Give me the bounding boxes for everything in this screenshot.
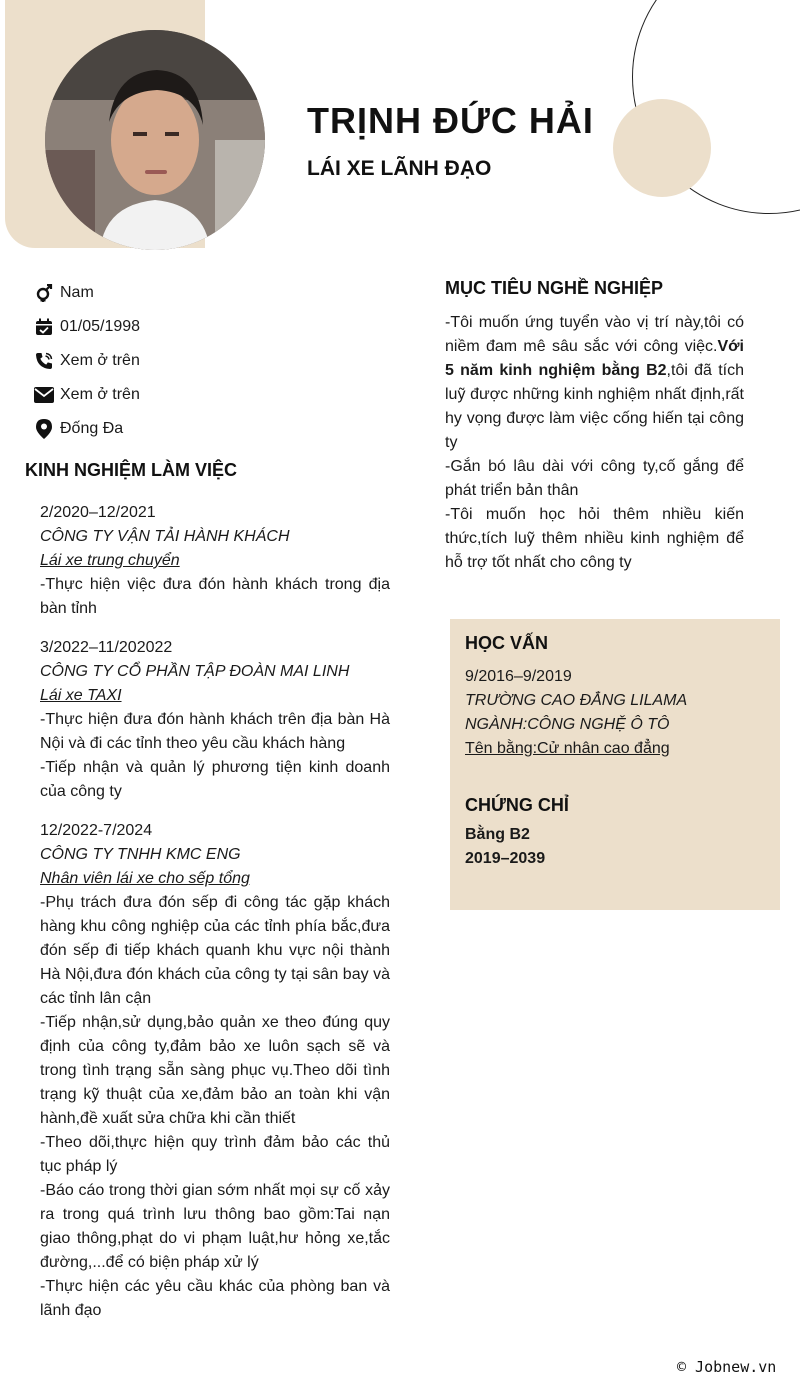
contact-phone	[34, 344, 394, 378]
certificates-heading: CHỨNG CHỈ	[465, 795, 569, 815]
job-entry	[40, 819, 390, 1323]
job-duty: -Theo dõi,thực hiện quy trình đảm bảo các thủ tục pháp lý	[40, 1134, 390, 1175]
job-duty: -Thực hiện các yêu cầu khác của phòng ban và lãnh đạo	[40, 1278, 390, 1319]
objective-paragraph-1	[445, 311, 744, 455]
contact-address	[34, 412, 394, 446]
job-period: 12/2022-7/2024	[40, 822, 153, 839]
job-period: 2/2020–12/2021	[40, 504, 156, 521]
education-degree: Tên bằng:Cử nhân cao đẳng	[465, 740, 670, 757]
objective-text: ,tôi đã tích luỹ được những kinh nghiệm nhất định,rất hy vọng được làm việc cống hiến tại công ty	[445, 362, 744, 451]
contact-email-value[interactable]: Xem ở trên	[60, 386, 140, 403]
job-title: LÁI XE LÃNH ĐẠO	[307, 157, 492, 180]
job-duty: -Thực hiện việc đưa đón hành khách trong địa bàn tỉnh	[40, 576, 390, 617]
contact-gender	[34, 276, 394, 310]
job-company: CÔNG TY VẬN TẢI HÀNH KHÁCH	[40, 528, 290, 545]
education-major: NGÀNH:CÔNG NGHỆ Ô TÔ	[465, 716, 670, 733]
objective-paragraph-3: -Tôi muốn học hỏi thêm nhiều kiến thức,tích luỹ thêm nhiều kinh nghiệm để hỗ trợ tốt nhất cho công ty	[445, 506, 744, 571]
job-entry	[40, 636, 390, 804]
experience-heading: KINH NGHIỆM LÀM VIỆC	[25, 460, 238, 480]
gender-icon	[34, 283, 54, 303]
experience-list	[40, 501, 390, 1338]
job-duty: -Tiếp nhận và quản lý phương tiện kinh doanh của công ty	[40, 759, 390, 800]
education-period: 9/2016–9/2019	[465, 668, 572, 685]
job-company: CÔNG TY TNHH KMC ENG	[40, 846, 241, 863]
certificate-name: Bằng B2	[465, 826, 530, 843]
contact-address-value: Đống Đa	[60, 420, 124, 437]
job-duty: -Phụ trách đưa đón sếp đi công tác gặp khách hàng khu công nghiệp của các tỉnh phía bắc,đưa đón sếp đi tiếp khách quanh khu vực nội thành Hà Nội,đưa đón khách của công ty tại sân bay và các tỉnh lân cận	[40, 894, 390, 1007]
job-duty: -Báo cáo trong thời gian sớm nhất mọi sự cố xảy ra trong quá trình lưu thông bao gồm:Tai nạn giao thông,phạt do vi phạm luật,hư hỏng xe,tắc đường,...để có biện pháp xử lý	[40, 1182, 390, 1271]
objective-paragraph-2: -Gắn bó lâu dài với công ty,cố gắng để phát triển bản thân	[445, 458, 744, 499]
footer-credit: © Jobnew.vn	[677, 1358, 777, 1376]
education-panel	[450, 619, 780, 910]
candidate-name: TRỊNH ĐỨC HẢI	[307, 100, 594, 141]
education-heading: HỌC VẤN	[465, 633, 549, 653]
job-role: Nhân viên lái xe cho sếp tổng	[40, 870, 250, 887]
contact-list	[34, 276, 394, 446]
mail-icon	[34, 385, 54, 405]
job-role: Lái xe TAXI	[40, 687, 122, 704]
decorative-circle	[613, 99, 711, 197]
job-company: CÔNG TY CỔ PHẦN TẬP ĐOÀN MAI LINH	[40, 663, 350, 680]
certificate-period: 2019–2039	[465, 850, 546, 867]
education-content	[465, 631, 765, 871]
job-duty: -Tiếp nhận,sử dụng,bảo quản xe theo đúng quy định của công ty,đảm bảo xe luôn sạch sẽ và trong tình trạng sẵn sàng phục vụ.Theo dõi tình trạng kỹ thuật của xe,đảm bảo an toàn khi vận hành,đề xuất sửa chữa khi cần thiết	[40, 1014, 390, 1127]
calendar-icon	[34, 317, 54, 337]
avatar	[45, 30, 265, 250]
phone-icon	[34, 351, 54, 371]
education-school: TRƯỜNG CAO ĐẲNG LILAMA	[465, 692, 688, 709]
contact-birthday-value: 01/05/1998	[60, 318, 141, 335]
objective-text: -Tôi muốn ứng tuyển vào vị trí này,tôi có niềm đam mê sâu sắc với công việc.	[445, 314, 744, 355]
contact-gender-value: Nam	[60, 284, 94, 301]
contact-birthday	[34, 310, 394, 344]
avatar-photo	[45, 30, 265, 250]
job-period: 3/2022–11/202022	[40, 639, 173, 656]
job-role: Lái xe trung chuyển	[40, 552, 180, 569]
job-duty: -Thực hiện đưa đón hành khách trên địa bàn Hà Nội và đi các tỉnh theo yêu cầu khách hàng	[40, 711, 390, 752]
objective-heading: MỤC TIÊU NGHỀ NGHIỆP	[445, 278, 664, 298]
job-entry	[40, 501, 390, 621]
location-icon	[34, 419, 54, 439]
objective-section	[445, 311, 744, 575]
contact-phone-value[interactable]: Xem ở trên	[60, 352, 140, 369]
objective-highlight: Với 5 năm kinh nghiệm bằng B2	[445, 338, 744, 379]
contact-email	[34, 378, 394, 412]
